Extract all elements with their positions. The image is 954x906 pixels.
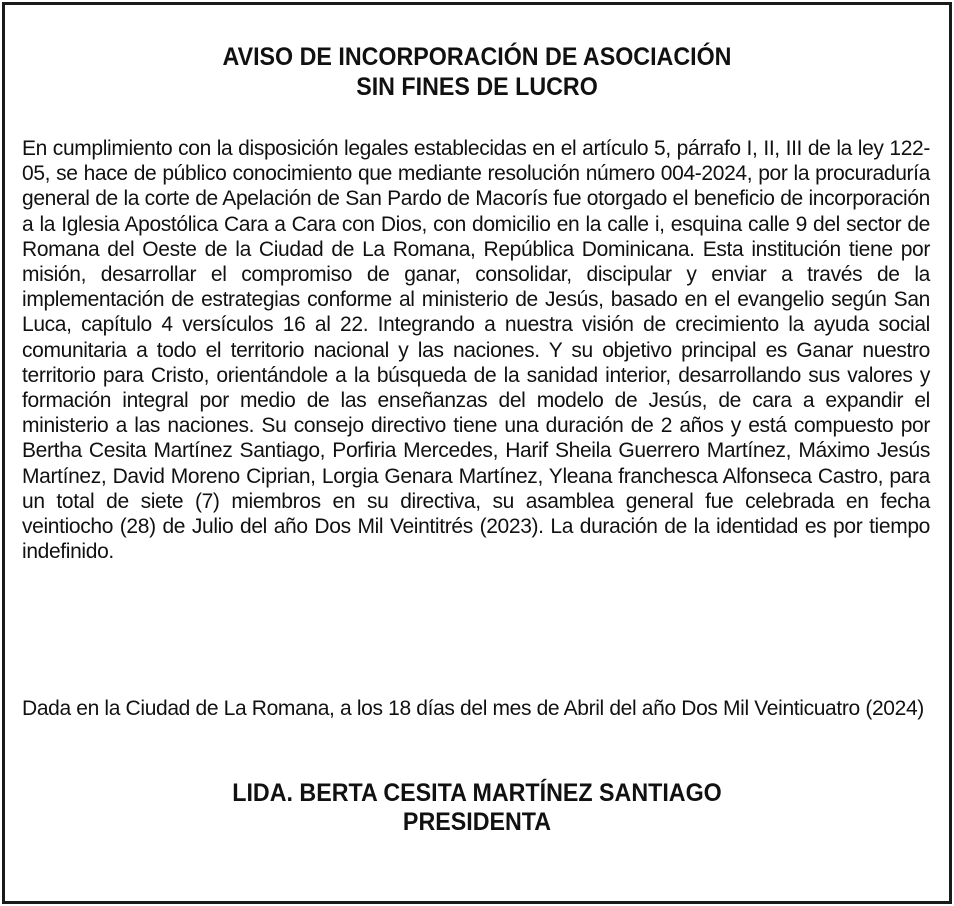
notice-closing-paragraph: Dada en la Ciudad de La Romana, a los 18 días del mes de Abril del año Dos Mil Veinticuatro (2024) [22,697,924,720]
signatory-name: LIDA. BERTA CESITA MARTÍNEZ SANTIAGO [232,779,722,807]
legal-notice-box [2,2,952,904]
signatory-title: PRESIDENTA [402,808,552,836]
notice-title-line-2: SIN FINES DE LUCRO [356,73,598,101]
notice-body-paragraph: En cumplimiento con la disposición legales establecidas en el artículo 5, párrafo I, II, III de la ley 122-05, se hace de público conocimiento que mediante resolución número 004-2024, por la procuraduría general de la corte de Apelación de San Pardo de Macorís fue otorgado el beneficio de incorporación a la Iglesia Apostólica Cara a Cara con Dios, con domicilio en la calle i, esquina calle 9 del sector de Romana del Oeste de la Ciudad de La Romana, República Dominicana. Esta institución tiene por misión, desarrollar el compromiso de ganar, consolidar, discipular y enviar a través de la implementación de estrategias conforme al ministerio de Jesús, basado en el evangelio según San Luca, capítulo 4 versículos 16 al 22. Integrando a nuestra visión de crecimiento la ayuda social comunitaria a todo el territorio nacional y las naciones. Y su objetivo principal es Ganar nuestro territorio para Cristo, orientándole a la búsqueda de la sanidad interior, desarrollando sus valores y formación integral por medio de las enseñanzas del modelo de Jesús, de cara a expandir el ministerio a las naciones. Su consejo directivo tiene una duración de 2 años y está compuesto por Bertha Cesita Martínez Santiago, Porfiria Mercedes, Harif Sheila Guerrero Martínez, Máximo Jesús Martínez, David Moreno Ciprian, Lorgia Genara Martínez, Yleana franchesca Alfonseca Castro, para un total de siete (7) miembros en su directiva, su asamblea general fue celebrada en fecha veintiocho (28) de Julio del año Dos Mil Veintitrés (2023). La duración de la identidad es por tiempo indefinido. [22,137,930,564]
notice-title-line-1: AVISO DE INCORPORACIÓN DE ASOCIACIÓN [222,43,732,71]
